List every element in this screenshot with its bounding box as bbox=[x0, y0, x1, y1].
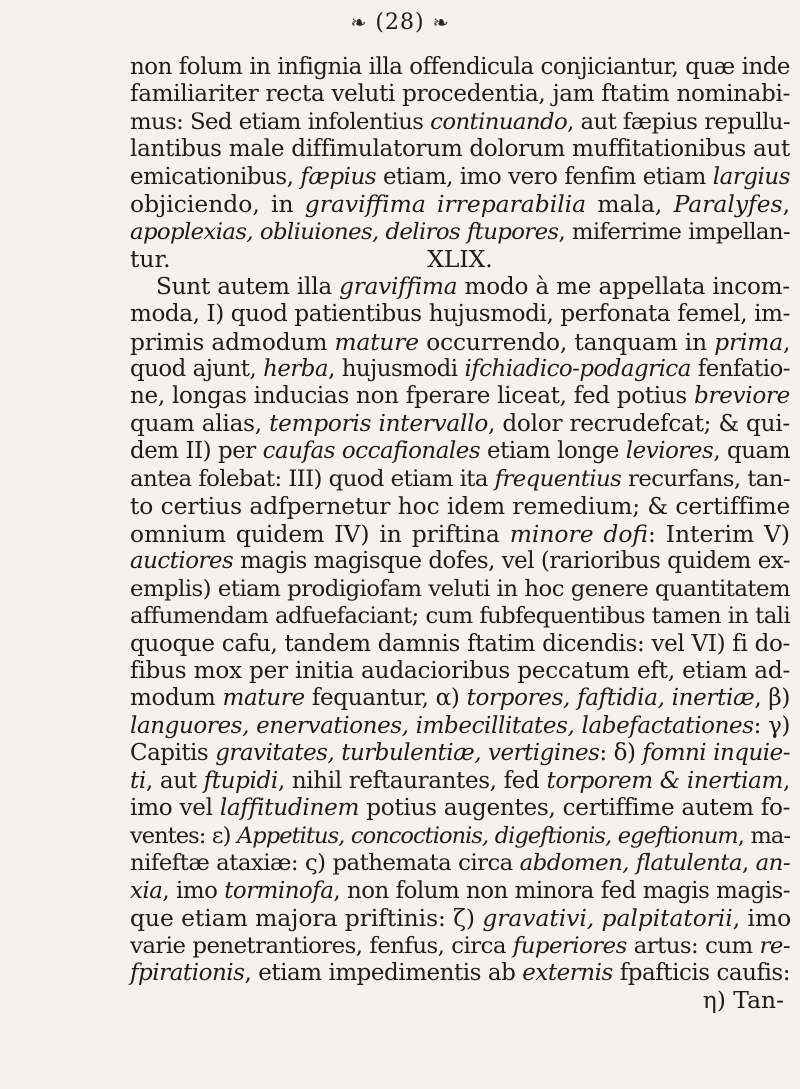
italic-term: Paralyfes bbox=[673, 190, 783, 219]
text-run: objiciendo, in bbox=[130, 190, 305, 219]
text-run: mala, bbox=[586, 190, 674, 219]
italic-term: externis bbox=[522, 959, 613, 986]
italic-term: xia bbox=[130, 877, 163, 904]
text-line bbox=[130, 383, 790, 410]
text-run: , bbox=[783, 767, 790, 794]
text-line bbox=[130, 411, 790, 438]
italic-term: minore dofi bbox=[509, 519, 649, 548]
italic-term: auctiores bbox=[130, 548, 234, 575]
text-line bbox=[130, 54, 790, 81]
text-run: familiariter recta veluti procedentia, jam ftatim nominabi- bbox=[130, 81, 790, 108]
text-line bbox=[130, 81, 790, 108]
italic-term: an- bbox=[755, 850, 790, 877]
text-run: antea folebat: III) quod etiam ita bbox=[130, 465, 495, 492]
italic-term: herba bbox=[263, 355, 329, 382]
text-line bbox=[130, 136, 790, 163]
text-run: non folum in infignia illa offendicula conjiciantur, quæ inde bbox=[130, 54, 790, 80]
italic-term: laffitudinem bbox=[219, 795, 360, 822]
text-run: omnium quidem IV) in priftina bbox=[130, 519, 510, 548]
italic-term: breviore bbox=[694, 383, 790, 410]
text-line bbox=[130, 356, 790, 383]
text-run: : γ) bbox=[753, 712, 790, 739]
italic-term: torpores, faftidia, inertiæ bbox=[466, 685, 755, 712]
text-line bbox=[130, 905, 790, 932]
text-run: , bbox=[741, 850, 756, 877]
text-line bbox=[130, 960, 790, 987]
text-line bbox=[130, 685, 790, 712]
text-line bbox=[130, 548, 790, 575]
text-run: tur. bbox=[130, 245, 171, 274]
text-line bbox=[130, 191, 790, 218]
text-run: : Interim V) bbox=[648, 519, 790, 548]
text-run: etiam longe bbox=[480, 438, 626, 465]
italic-term: prima bbox=[714, 328, 783, 356]
text-run: , aut bbox=[145, 767, 204, 794]
ornament-right-icon: ❧ bbox=[432, 12, 450, 34]
text-run: varie penetrantiores, fenfus, circa bbox=[130, 932, 513, 959]
text-run: que etiam majora priftinis: ζ) bbox=[130, 904, 483, 933]
text-run: emplis) etiam prodigiofam veluti in hoc genere quantitatem bbox=[130, 575, 790, 602]
text-line bbox=[130, 631, 790, 658]
text-run: , etiam impedimentis ab bbox=[244, 959, 523, 986]
text-run: , imo bbox=[732, 904, 792, 933]
italic-term: graviffima bbox=[339, 273, 458, 300]
text-run: potius augentes, certiffime autem fo- bbox=[359, 795, 791, 822]
text-run: occurrendo, tanquam in bbox=[418, 328, 715, 356]
text-run: magis magisque dofes, vel (rarioribus quidem ex- bbox=[233, 548, 790, 575]
italic-term: ti bbox=[130, 767, 146, 794]
italic-term: gravativi, palpitatorii bbox=[482, 904, 733, 933]
text-line bbox=[130, 274, 790, 301]
text-line bbox=[130, 713, 790, 740]
text-run: etiam, imo vero fenfim etiam bbox=[376, 163, 713, 190]
text-run: ne, longas inducias non fperare liceat, fed potius bbox=[130, 383, 694, 410]
text-line bbox=[130, 493, 790, 520]
text-line bbox=[130, 933, 790, 960]
text-line bbox=[130, 301, 790, 328]
text-run: quod ajunt, bbox=[130, 355, 264, 382]
text-line bbox=[130, 246, 790, 273]
text-line bbox=[130, 658, 790, 685]
text-line bbox=[130, 878, 790, 905]
text-run: , hujusmodi bbox=[328, 355, 465, 382]
text-run: quam alias, bbox=[130, 410, 270, 437]
text-run: ventes: ε) bbox=[130, 822, 238, 849]
text-line bbox=[130, 603, 790, 630]
italic-term: leviores bbox=[625, 438, 714, 465]
text-run: Sunt autem illa bbox=[156, 273, 340, 300]
page-number: (28) bbox=[375, 10, 425, 35]
text-run: , quam bbox=[713, 438, 790, 465]
italic-term: graviffima irreparabilia bbox=[304, 190, 587, 219]
text-run: modum bbox=[130, 685, 223, 712]
text-run: recurfans, tan- bbox=[621, 465, 791, 492]
text-run: fenfatio- bbox=[690, 355, 790, 382]
text-run: quoque cafu, tandem damnis ftatim dicendis: vel VI) fi do- bbox=[130, 630, 790, 657]
text-run: affumendam adfuefaciant; cum fubfequentibus tamen in tali bbox=[130, 603, 790, 630]
italic-term: re- bbox=[759, 932, 790, 959]
text-line bbox=[130, 576, 790, 603]
text-line bbox=[130, 466, 790, 493]
body-text bbox=[130, 54, 790, 1015]
text-run: lantibus male diffimulatorum dolorum muffitationibus aut bbox=[130, 136, 790, 163]
section-heading: XLIX. bbox=[427, 245, 493, 274]
text-run: emicationibus, bbox=[130, 163, 301, 190]
text-run: , aut fæpius repullu- bbox=[567, 108, 790, 135]
text-run: , nihil reftaurantes, fed bbox=[277, 767, 547, 794]
italic-term: largius bbox=[712, 163, 790, 190]
italic-term: gravitates, turbulentiæ, vertigines bbox=[215, 740, 600, 767]
text-run: artus: cum bbox=[626, 932, 760, 959]
text-line bbox=[130, 164, 790, 191]
text-run: fpafticis caufis: bbox=[612, 959, 790, 986]
page-header bbox=[0, 10, 800, 35]
italic-term: abdomen, flatulenta bbox=[519, 850, 742, 877]
text-line bbox=[130, 823, 790, 850]
text-line bbox=[130, 219, 790, 246]
text-run: , imo bbox=[162, 877, 225, 904]
italic-term: temporis intervallo bbox=[269, 410, 489, 437]
italic-term: Appetitus, concoctionis, digeftionis, egeftionum bbox=[237, 822, 738, 849]
italic-term: fpirationis bbox=[130, 959, 245, 986]
text-run: moda, I) quod patientibus hujusmodi, perfonata femel, im- bbox=[130, 301, 790, 328]
text-run: Capitis bbox=[130, 740, 216, 767]
text-run: , β) bbox=[754, 685, 790, 712]
italic-term: torminofa bbox=[224, 877, 334, 904]
text-run: , dolor recrudefcat; & qui- bbox=[488, 410, 790, 437]
text-run: , ma- bbox=[737, 822, 790, 849]
italic-term: fuperiores bbox=[512, 932, 627, 959]
text-line bbox=[130, 438, 790, 465]
text-run: dem II) per bbox=[130, 438, 263, 465]
text-line bbox=[130, 987, 790, 1014]
italic-term: torporem & inertiam bbox=[546, 767, 784, 794]
text-run: fequantur, α) bbox=[304, 685, 467, 712]
text-line bbox=[130, 768, 790, 795]
text-line bbox=[130, 329, 790, 356]
text-run: modo à me appellata incom- bbox=[457, 273, 790, 300]
text-run: imo vel bbox=[130, 795, 220, 822]
text-line bbox=[130, 850, 790, 877]
text-run: , non folum non minora fed magis magis- bbox=[333, 877, 791, 904]
text-run: , miferrime impellan- bbox=[558, 218, 790, 245]
text-run: , bbox=[782, 328, 791, 356]
italic-term: ftupidi bbox=[203, 767, 278, 794]
italic-term: apoplexias, obliuiones, deliros ftupores bbox=[130, 218, 559, 245]
text-run: mus: Sed etiam infolentius bbox=[130, 108, 431, 135]
text-line bbox=[130, 795, 790, 822]
text-run: primis admodum bbox=[130, 328, 335, 356]
italic-term: mature bbox=[222, 685, 305, 712]
italic-term: frequentius bbox=[494, 465, 622, 492]
italic-term: languores, enervationes, imbecillitates, labefactationes bbox=[130, 712, 754, 739]
text-run: : δ) bbox=[599, 740, 643, 767]
text-run: fibus mox per initia audacioribus peccatum eft, etiam ad- bbox=[130, 657, 791, 684]
text-run: nifeftæ ataxiæ: ς) pathemata circa bbox=[130, 850, 520, 877]
text-run: , bbox=[782, 190, 790, 219]
ornament-left-icon: ❧ bbox=[350, 12, 368, 34]
italic-term: ifchiadico-podagrica bbox=[464, 355, 691, 382]
italic-term: fomni inquie- bbox=[642, 740, 791, 767]
text-line bbox=[130, 109, 790, 136]
text-line bbox=[130, 521, 790, 548]
text-run: to certius adfpernetur hoc idem remedium; & certiffime bbox=[130, 493, 791, 521]
italic-term: mature bbox=[334, 328, 419, 356]
italic-term: caufas occafionales bbox=[262, 438, 481, 465]
text-line bbox=[130, 740, 790, 767]
italic-term: fæpius bbox=[300, 163, 377, 190]
text-run: η) Tan- bbox=[702, 986, 784, 1015]
italic-term: continuando bbox=[430, 108, 568, 135]
